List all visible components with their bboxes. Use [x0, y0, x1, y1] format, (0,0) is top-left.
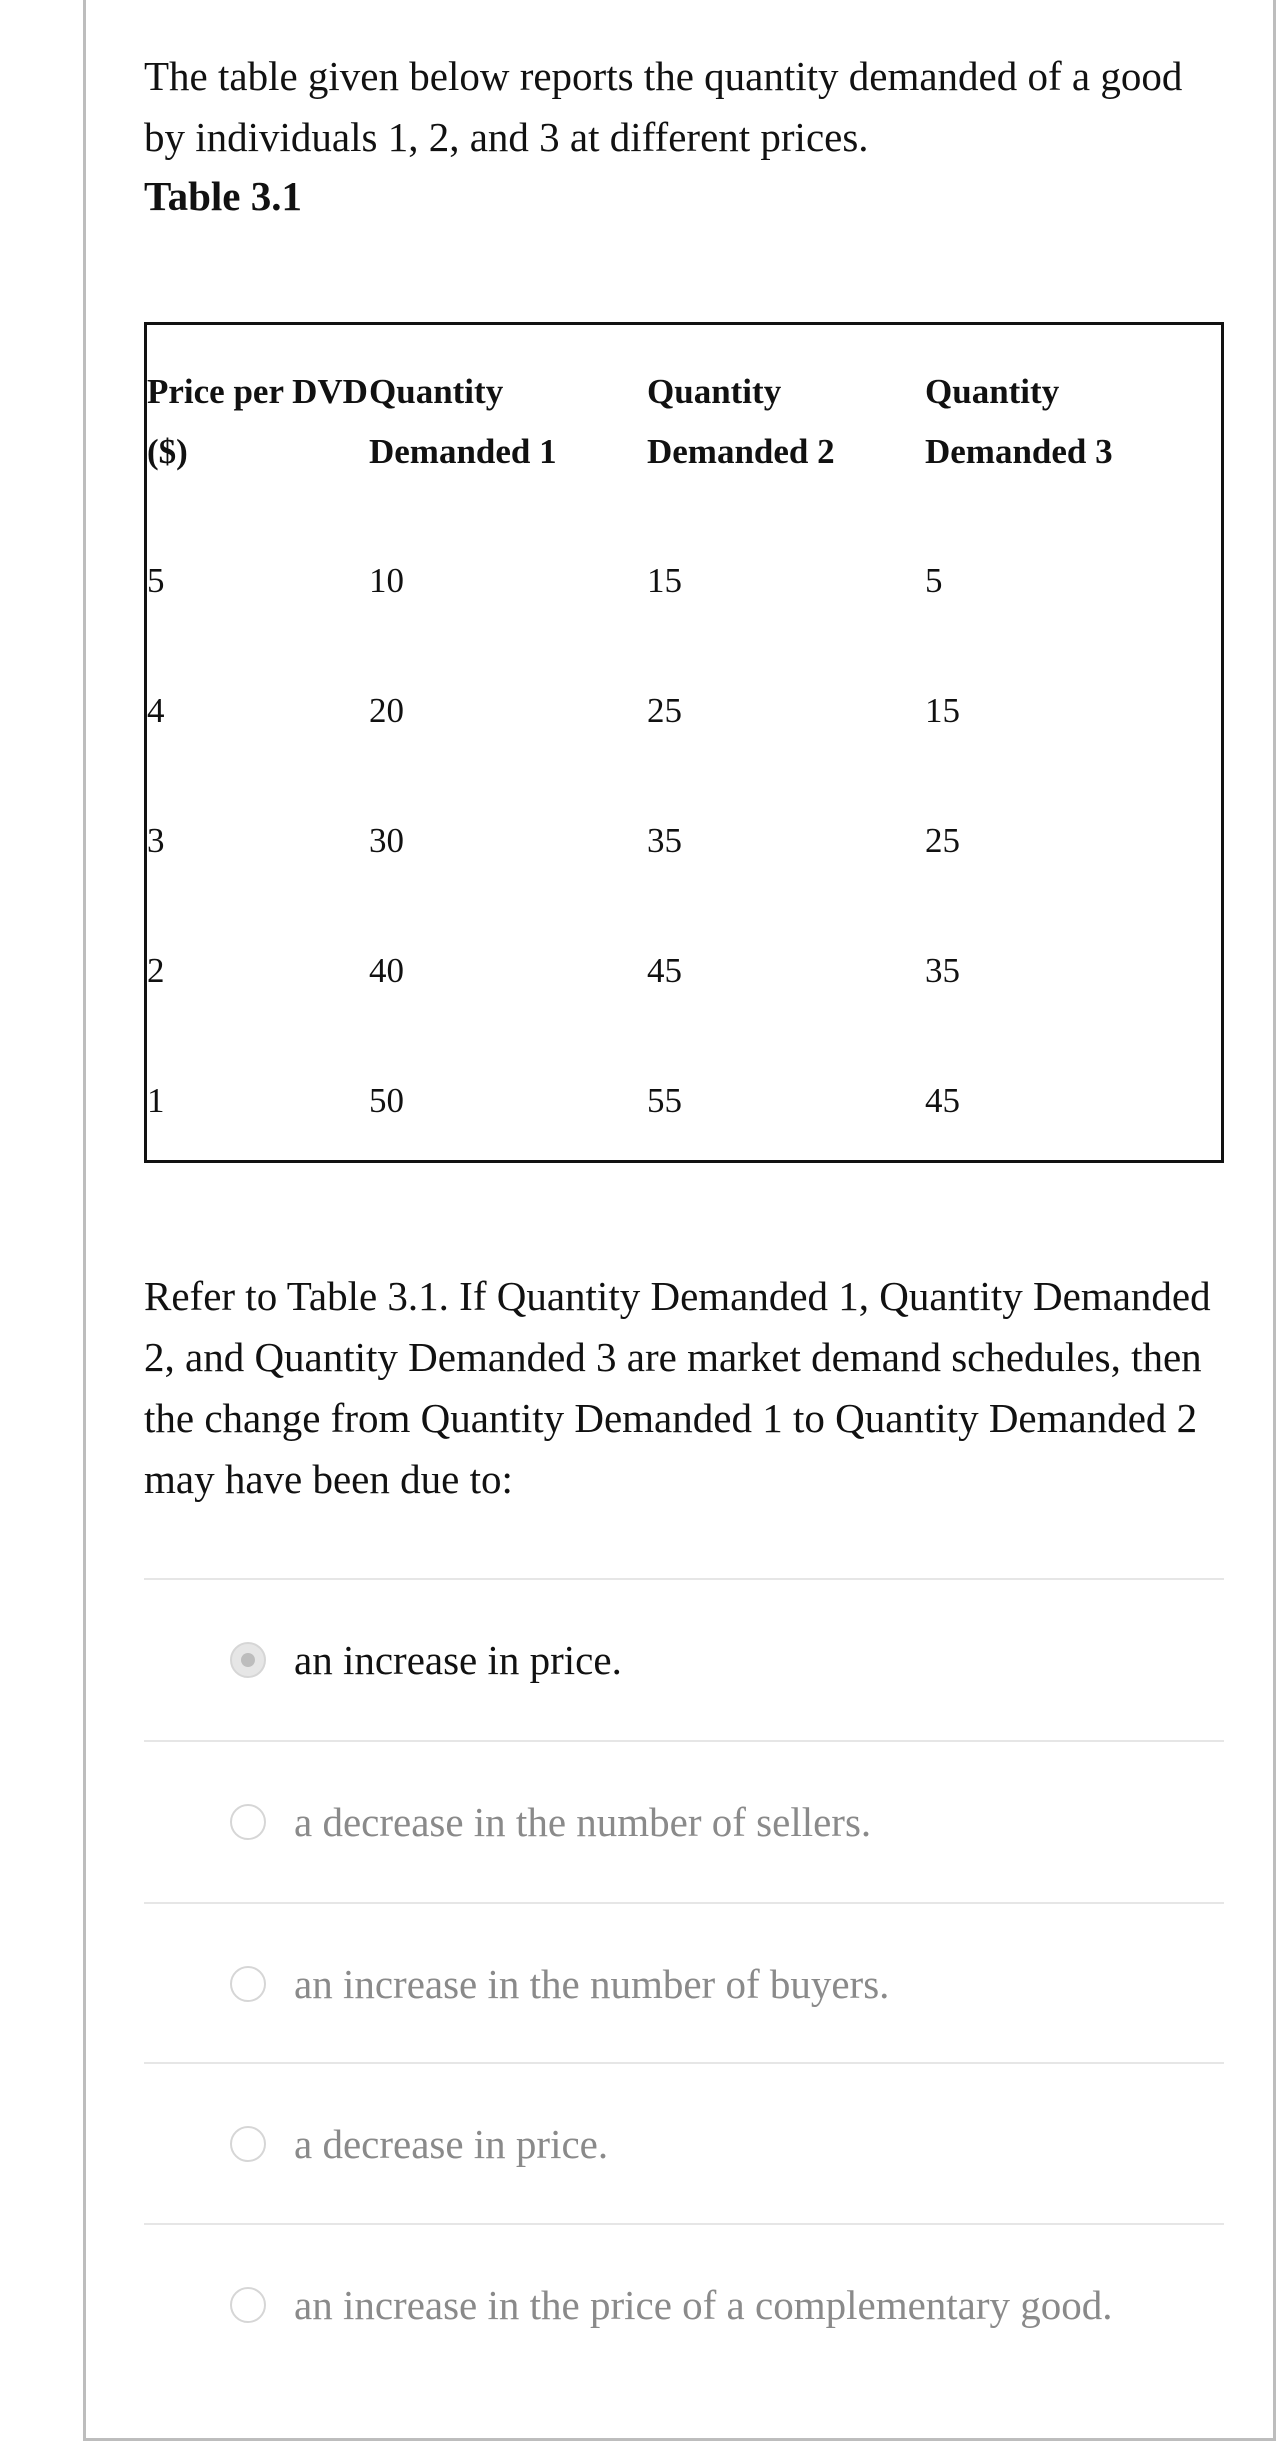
table-cell: 3	[147, 821, 165, 860]
answer-option-increase-buyers[interactable]	[144, 1904, 1224, 2064]
table-cell: 20	[369, 691, 404, 730]
option-label: an increase in the number of buyers.	[294, 1961, 890, 2007]
header-qd2-line2: Demanded 2	[647, 432, 835, 471]
table-cell: 5	[147, 561, 165, 600]
header-qd3-line1: Quantity	[925, 372, 1060, 411]
table-cell: 45	[925, 1081, 960, 1120]
table-cell: 50	[369, 1081, 404, 1120]
intro-text: The table given below reports the quantity demanded of a good by individuals 1, 2, and 3 at different prices.	[144, 53, 1183, 160]
radio-icon[interactable]	[230, 2287, 266, 2323]
header-qd1-line2: Demanded 1	[369, 432, 557, 471]
table-cell: 35	[925, 951, 960, 990]
header-qd2-line1: Quantity	[647, 372, 782, 411]
table-cell: 4	[147, 691, 165, 730]
radio-icon[interactable]	[230, 2126, 266, 2162]
radio-icon[interactable]	[230, 1966, 266, 2002]
table-cell: 1	[147, 1081, 165, 1120]
header-qd1-line1: Quantity	[369, 372, 504, 411]
answer-option-complementary-good-price[interactable]	[144, 2225, 1224, 2385]
header-price-line2: ($)	[147, 432, 188, 471]
table-title: Table 3.1	[144, 173, 302, 219]
table-cell: 5	[925, 561, 943, 600]
question-text: Refer to Table 3.1. If Quantity Demanded 1, Quantity Demanded 2, and Quantity Demanded 3 are market demand schedules, then the change from Quantity Demanded 1 to Quantity Demanded 2 may have been due to:	[144, 1273, 1211, 1502]
answer-option-decrease-sellers[interactable]	[144, 1742, 1224, 1902]
table-cell: 25	[925, 821, 960, 860]
answer-option-decrease-in-price[interactable]	[144, 2064, 1224, 2224]
demand-table	[144, 322, 1224, 1163]
table-cell: 25	[647, 691, 682, 730]
radio-icon[interactable]	[230, 1804, 266, 1840]
table-cell: 55	[647, 1081, 682, 1120]
table-cell: 30	[369, 821, 404, 860]
option-label: an increase in the price of a complementary good.	[294, 2282, 1113, 2328]
table-cell: 2	[147, 951, 165, 990]
radio-selected-icon[interactable]	[230, 1642, 266, 1678]
option-label: an increase in price.	[294, 1637, 622, 1683]
answer-option-increase-in-price[interactable]	[144, 1580, 1224, 1740]
table-cell: 40	[369, 951, 404, 990]
header-qd3-line2: Demanded 3	[925, 432, 1113, 471]
table-cell: 15	[925, 691, 960, 730]
header-price-line1: Price per DVD	[147, 372, 368, 411]
option-label: a decrease in price.	[294, 2121, 609, 2167]
option-label: a decrease in the number of sellers.	[294, 1799, 872, 1845]
table-cell: 45	[647, 951, 682, 990]
table-cell: 35	[647, 821, 682, 860]
table-cell: 15	[647, 561, 682, 600]
table-cell: 10	[369, 561, 404, 600]
